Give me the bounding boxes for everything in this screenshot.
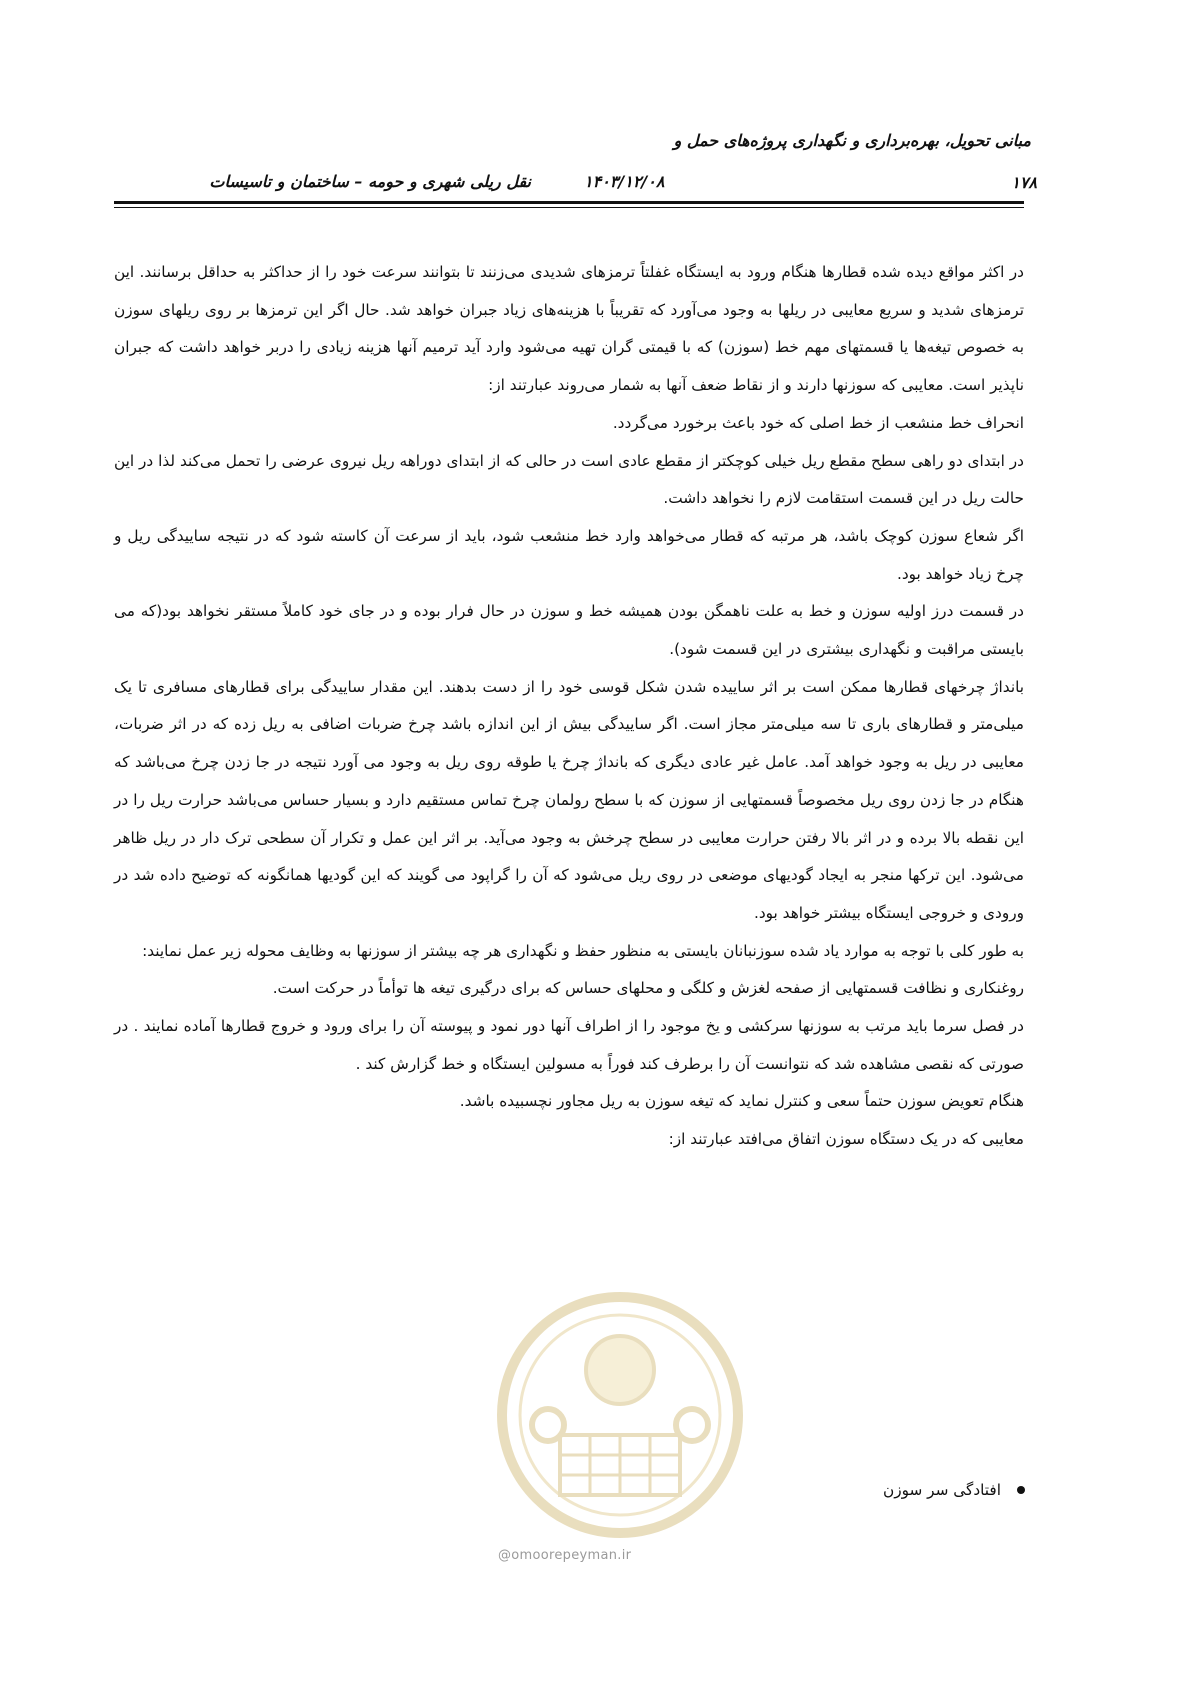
page-number: ۱۷۸ <box>1011 173 1037 192</box>
header-rule-thin <box>114 207 1024 208</box>
header-rule-thick <box>114 201 1024 204</box>
paragraph: در قسمت درز اولیه سوزن و خط به علت ناهمگن بودن همیشه خط و سوزن در حال فرار بوده و در جای خود کاملاً مستقر نخواهد بود(که می بایستی مراقبت و نگهداری بیشتری در این قسمت شود). <box>114 602 1024 659</box>
running-header-title-line1: مبانی تحویل، بهره‌برداری و نگهداری پروژه‌های حمل و <box>673 131 1031 150</box>
paragraph: اگر شعاع سوزن کوچک باشد، هر مرتبه که قطار می‌خواهد وارد خط منشعب شود، باید از سرعت آن کاسته شود که در نتیجه ساییدگی ریل و چرخ زیاد خواهد بود. <box>114 526 1024 583</box>
paragraph: به طور کلی با توجه به موارد یاد شده سوزنبانان بایستی به منظور حفظ و نگهداری هر چه بیشتر از سوزنها به وظایف محوله زیر عمل نمایند: <box>142 941 1024 960</box>
paragraph: در اکثر مواقع دیده شده قطارها هنگام ورود به ایستگاه غفلتاً ترمزهای شدیدی می‌زنند تا بتوانند سرعت خود را از حداکثر به حداقل برسانند. این ترمزهای شدید و سریع معایبی در ریلها به وجود می‌آورد که تقریباً با هزینه‌های زیاد جبران خواهد شد. حال اگر این ترمزها بر روی ریلهای سوزن به خصوص تیغه‌ها یا قسمتهای مهم خط (سوزن) که با قیمتی گران تهیه می‌شود وارد آید ترمیم آنها هزینه زیادی را دربر خواهد داشت که جبران ناپذیر است. معایبی که سوزنها دارند و از نقاط ضعف آنها به شمار می‌روند عبارتند از: <box>114 263 1024 395</box>
list-item <box>883 1481 1025 1499</box>
watermark-seal-icon <box>490 1285 750 1565</box>
paragraph: انحراف خط منشعب از خط اصلی که خود باعث برخورد می‌گردد. <box>612 413 1024 432</box>
bullet-list <box>883 1481 1025 1499</box>
bullet-icon <box>1017 1486 1025 1494</box>
watermark-text: @omoorepeyman.ir <box>498 1548 632 1563</box>
list-item-text: افتادگی سر سوزن <box>882 1481 1001 1499</box>
running-header-date: ۱۴۰۳/۱۲/۰۸ <box>584 172 665 191</box>
paragraph: در فصل سرما باید مرتب به سوزنها سرکشی و یخ موجود را از اطراف آنها دور نمود و پیوسته آن را برای ورود و خروج قطارها آماده نمایند . در صورتی که نقصی مشاهده شد که نتوانست آن را برطرف کند فوراً به مسولین ایستگاه و خط گزارش کند . <box>114 1017 1024 1073</box>
paragraph: روغنکاری و نظافت قسمتهایی از صفحه لغزش و کلگی و محلهای حساس که برای درگیری تیغه ها توأماً در حرکت است. <box>272 979 1024 998</box>
paragraph: در ابتدای دو راهی سطح مقطع ریل خیلی کوچکتر از مقطع عادی است در حالی که از ابتدای دوراهه ریل نیروی عرضی را تحمل می‌کند لذا در این حالت ریل در این قسمت استقامت لازم را نخواهد داشت. <box>114 451 1024 508</box>
paragraph: معایبی که در یک دستگاه سوزن اتفاق می‌افتد عبارتند از: <box>668 1130 1024 1149</box>
paragraph: هنگام تعویض سوزن حتماً سعی و کنترل نماید که تیغه سوزن به ریل مجاور نچسبیده باشد. <box>459 1092 1024 1111</box>
running-header-title-line2: نقل ریلی شهری و حومه – ساختمان و تاسیسات <box>209 172 531 191</box>
paragraph: بانداژ چرخهای قطارها ممکن است بر اثر ساییده شدن شکل قوسی خود را از دست بدهند. این مقدار ساییدگی برای قطارهای مسافری تا یک میلی‌متر و قطارهای باری تا سه میلی‌متر مجاز است. اگر ساییدگی بیش از این اندازه باشد چرخ ضربات اضافی به ریل زده که در اثر ضربات، معایبی در ریل به وجود خواهد آمد. عامل غیر عادی دیگری که بانداژ چرخ یا طوقه روی ریل به وجود می آورد نتیجه در جا زدن چرخ می‌باشد که هنگام در جا زدن روی ریل مخصوصاً قسمتهایی از سوزن که با سطح رولمان چرخ تماس مستقیم دارد و بسیار حساس می‌باشد حرارت ریل را در این نقطه بالا برده و در اثر بالا رفتن حرارت معایبی در سطح چرخش به وجود می‌آید. بر اثر این عمل و تکرار آن سطحی ترک دار در ریل ظاهر می‌شود. این ترکها منجر به ایجاد گودیهای موضعی در روی ریل می‌شود که آن را گراپود می گویند که این گودیها همانگونه که توضیح داده شد در ورودی و خروجی ایستگاه بیشتر خواهد بود. <box>114 677 1024 922</box>
body-text <box>114 254 1024 1159</box>
